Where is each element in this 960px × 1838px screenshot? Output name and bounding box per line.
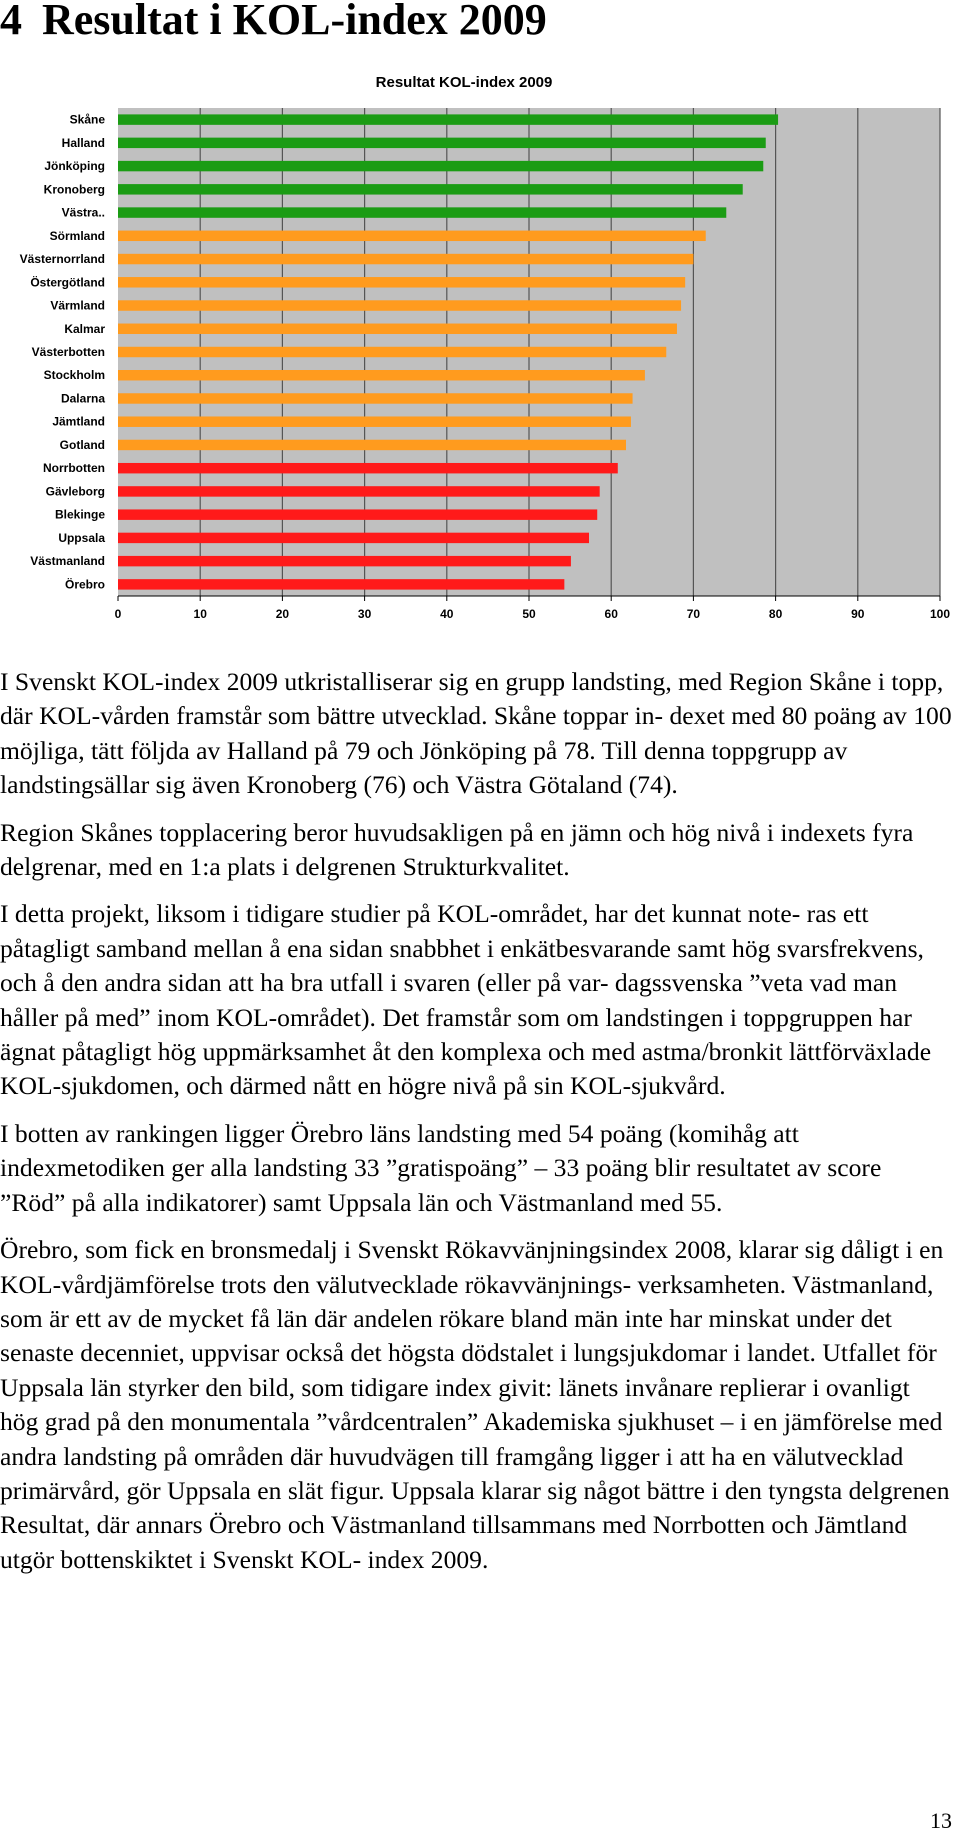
x-tick-label: 70 <box>686 607 701 621</box>
category-label: Halland <box>61 135 105 150</box>
category-label: Stockholm <box>43 368 105 383</box>
bar-8 <box>118 277 685 287</box>
x-tick-label: 0 <box>114 607 122 621</box>
page-number: 13 <box>930 1808 952 1833</box>
category-label: Kronoberg <box>43 182 105 197</box>
bar-4 <box>118 184 743 194</box>
category-label: Östergötland <box>30 275 105 290</box>
x-tick-label: 80 <box>768 607 783 621</box>
bar-20 <box>118 556 571 566</box>
paragraph: Örebro, som fick en bronsmedalj i Svenskt Rökavvänjningsindex 2008, klarar sig dåligt i en KOL-vårdjämförelse trots den välutvecklade rökavvänjnings- verksamheten. Västmanland, som är ett av de mycket få län där andelen rökare bland män inte har minskat under det senaste decenniet, uppvisar också det högsta dödstalet i lungsjukdomar i landet. Utfallet för Uppsala län styrker den bild, som tidigare index givit: länets invånare replierar i ovanligt hög grad på den monumentala ”vårdcentralen” Akademiska sjukhuset – i en jämförelse med andra landsting på områden där huvudvägen till framgång ligger i att ha en välutvecklad primärvård, gör Uppsala en slät figur. Uppsala klarar sig något bättre i den tyngsta delgrenen Resultat, där annars Örebro och Västmanland tillsammans med Norrbotten och Jämtland utgör bottenskiktet i Svenskt KOL- index 2009. <box>0 1235 950 1574</box>
paragraph: Region Skånes topplacering beror huvudsakligen på en jämn och hög nivå i indexets fyra delgrenar, med en 1:a plats i delgrenen Strukturkvalitet. <box>0 817 914 882</box>
category-label: Blekinge <box>54 507 105 522</box>
bar-13 <box>118 393 633 403</box>
category-label: Örebro <box>64 577 105 592</box>
category-label: Norrbotten <box>43 461 105 476</box>
bar-5 <box>118 207 726 217</box>
bar-12 <box>118 370 645 380</box>
category-label: Jönköping <box>44 159 105 174</box>
section-number: 4 <box>0 0 22 44</box>
bar-3 <box>118 161 763 171</box>
x-tick-label: 50 <box>522 607 536 621</box>
category-label: Jämtland <box>52 414 105 429</box>
paragraph: I Svenskt KOL-index 2009 utkristalliserar sig en grupp landsting, med Region Skåne i topp, där KOL-vården framstår som bättre utvecklad. Skåne toppar in- dexet med 80 poäng av 100 möjliga, tätt följda av Halland på 79 och Jönköping på 78. Till denna toppgrupp av landstingsällar sig även Kronoberg (76) och Västra Götaland (74). <box>0 667 952 800</box>
paragraph: I detta projekt, liksom i tidigare studier på KOL-området, har det kunnat note- ras ett påtagligt samband mellan å ena sidan snabbhet i enkätbesvarande samt hög svarsfrekvens, och å den andra sidan att ha bra utfall i svaren (eller på var- dagssvenska ”veta vad man håller på med” inom KOL-området). Det framstår som om landstingen i toppgruppen har ägnat påtagligt hög uppmärksamhet åt den komplexa och med astma/bronkit lättförväxlade KOL-sjukdomen, och därmed nått en högre nivå på sin KOL-sjukvård. <box>0 899 932 1101</box>
bar-19 <box>118 533 589 543</box>
bar-17 <box>118 486 600 496</box>
section-heading <box>0 0 547 46</box>
bar-6 <box>118 231 706 241</box>
bar-11 <box>118 347 666 357</box>
category-label: Värmland <box>50 298 105 313</box>
category-label: Uppsala <box>58 530 105 545</box>
bar-10 <box>118 324 677 334</box>
x-tick-label: 40 <box>440 607 454 621</box>
bar-21 <box>118 579 564 589</box>
x-tick-label: 90 <box>851 607 865 621</box>
category-label: Västmanland <box>30 554 105 569</box>
category-label: Västerbotten <box>31 345 105 359</box>
bar-14 <box>118 416 631 426</box>
bar-7 <box>118 254 693 264</box>
bar-16 <box>118 463 618 473</box>
bar-18 <box>118 509 597 519</box>
category-label: Västra.. <box>61 205 105 220</box>
category-label: Västernorrland <box>19 252 105 267</box>
x-tick-label: 30 <box>357 607 372 621</box>
bar-1 <box>118 114 778 124</box>
category-label: Dalarna <box>60 391 105 406</box>
paragraph: I botten av rankingen ligger Örebro läns landsting med 54 poäng (komihåg att indexmetodiken ger alla landsting 33 ”gratispoäng” – 33 poäng blir resultatet av score ”Röd” på alla indikatorer) samt Uppsala län och Västmanland med 55. <box>0 1118 882 1217</box>
x-tick-label: 60 <box>604 607 618 621</box>
bar-2 <box>118 138 766 148</box>
kol-index-bar-chart <box>0 62 960 652</box>
section-title: Resultat i KOL-index 2009 <box>42 0 547 44</box>
x-tick-label: 100 <box>929 607 951 621</box>
category-label: Kalmar <box>64 321 105 336</box>
bar-15 <box>118 440 626 450</box>
category-label: Sörmland <box>49 228 105 243</box>
category-label: Gävleborg <box>45 484 105 499</box>
category-label: Skåne <box>69 112 105 127</box>
x-tick-label: 10 <box>193 607 207 621</box>
x-tick-label: 20 <box>275 607 290 621</box>
chart-title: Resultat KOL-index 2009 <box>375 74 553 91</box>
bar-9 <box>118 300 681 310</box>
category-label: Gotland <box>59 437 105 452</box>
plot-area <box>20 108 951 621</box>
body-text <box>0 665 952 1590</box>
